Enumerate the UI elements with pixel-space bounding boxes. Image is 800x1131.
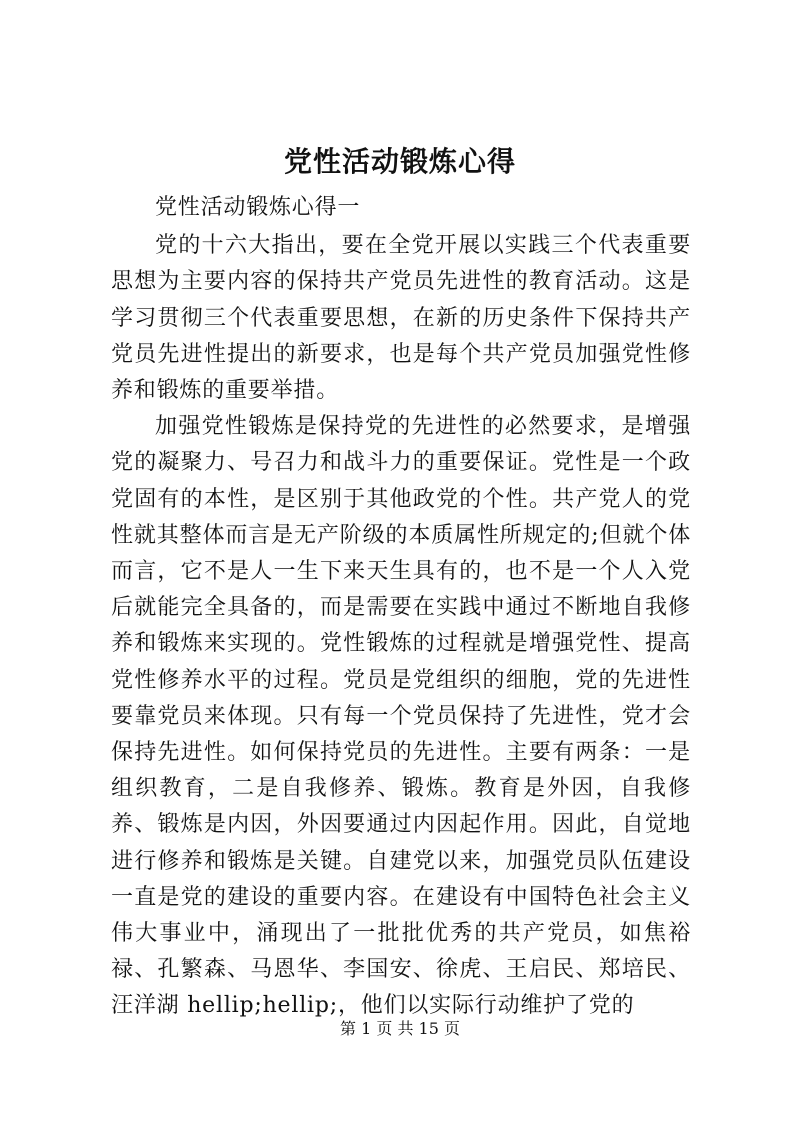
- document-title: 党性活动锻炼心得: [283, 145, 516, 178]
- section-heading: 党性活动锻炼心得一: [155, 195, 361, 220]
- paragraph-2: 加强党性锻炼是保持党的先进性的必然要求，是增强党的凝聚力、号召力和战斗力的重要保证。党性是一个政党固有的本性，是区别于其他政党的个性。共产党人的党性就其整体而言是无产阶级的本质属性所规定的;但就个体而言，它不是人一生下来天生具有的，也不是一个人入党后就能完全具备的，而是需要在实践中通过不断地自我修养和锻炼来实现的。党性锻炼的过程就是增强党性、提高党性修养水平的过程。党员是党组织的细胞，党的先进性要靠党员来体现。只有每一个党员保持了先进性，党才会保持先进性。如何保持党员的先进性。主要有两条：一是组织教育，二是自我修养、锻炼。教育是外因，自我修养、锻炼是内因，外因要通过内因起作用。因此，自觉地进行修养和锻炼是关键。自建党以来，加强党员队伍建设一直是党的建设的重要内容。在建设有中国特色社会主义伟大事业中，涌现出了一批批优秀的共产党员，如焦裕禄、孔繁森、马恩华、李国安、徐虎、王启民、郑培民、汪洋湖 hellip;hellip;，他们以实际行动维护了党的: [111, 414, 691, 1019]
- document-body: [111, 190, 691, 1025]
- page-number-footer: 第 1 页 共 15 页: [340, 1019, 460, 1038]
- paragraph-1: 党的十六大指出，要在全党开展以实践三个代表重要思想为主要内容的保持共产党员先进性的教育活动。这是学习贯彻三个代表重要思想，在新的历史条件下保持共产党员先进性提出的新要求，也是每个共产党员加强党性修养和锻炼的重要举措。: [111, 233, 691, 404]
